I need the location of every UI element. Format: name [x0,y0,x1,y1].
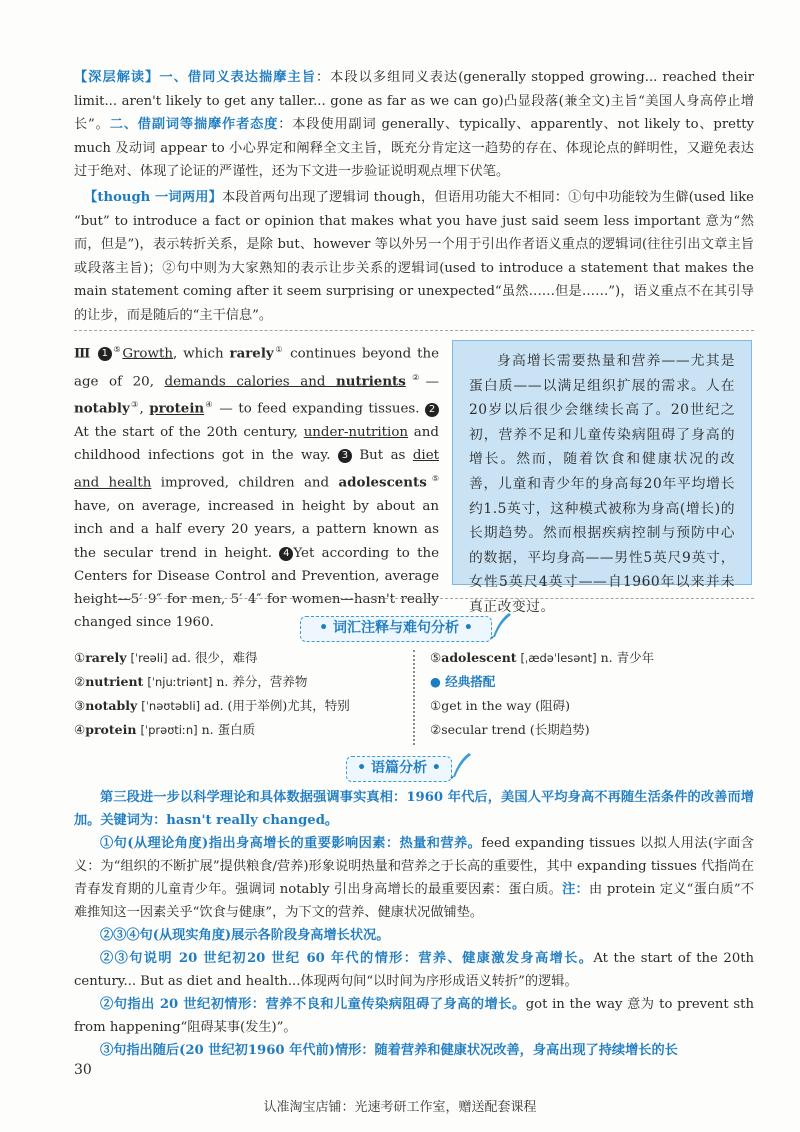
analysis-p5-head: ③句指出随后(20 世纪初1960 年代前)情形：随着营养和健康状况改善，身高出现了持续增长的长 [100,1043,678,1058]
vocab-num: ⑤ [430,650,442,665]
text: Yet according to the Centers for Disease Control and Prevention, average height—5′ 9″ for men, 5′ 4″ for women—hasn't really changed since 1960. [74,545,439,631]
footnote-1: ① [273,345,285,354]
vocab-list-left [74,646,404,742]
collocation-item: ①get in the way (阻碍) [430,698,571,713]
analysis-p3-text: At the start of the 20th century... But as diet and health...体现两句间“以时间为序形成语义转折”的逻辑。 [74,951,754,989]
vocab-phonetic: [ˈreəli] [130,651,168,665]
sentence-3-marker: 3 [338,449,352,463]
vocab-list-right [430,646,750,742]
text: — to feed expanding tissues. [213,401,426,417]
deep-analysis-label: 【深层解读】 [74,70,160,85]
vocab-phonetic: [ˌædəˈlesənt] [520,651,597,665]
analysis-banner [346,756,452,782]
analysis-p4-text: got in the way 意为 to prevent sth from happening“阻碍某事(发生)”。 [74,997,754,1035]
vocab-def: ad. (用于举例)尤其，特别 [200,698,350,713]
analysis-p3-head: ②③句说明 20 世纪初20 世纪 60 年代的情形：营养、健康激发身高增长。 [100,951,594,966]
deep-analysis-paragraph [74,66,754,184]
vocab-num: ③ [74,698,86,713]
collocation-heading: ● 经典搭配 [430,674,496,689]
text: But as [359,448,413,464]
word-nutrients: nutrients [336,373,406,390]
sentence-badge: ⑤ [111,345,123,354]
analysis-p4-head: ②句指出 20 世纪初情形：营养不良和儿童传染病阻碍了身高的增长。 [100,997,526,1012]
vocab-num: ④ [74,722,86,737]
section-divider-bottom [74,598,754,599]
though-paragraph [74,186,754,327]
vocab-item [74,646,404,670]
word-protein: protein [149,400,205,417]
vocab-def: ad. 很少，难得 [167,650,258,665]
vocab-def: n. 养分，营养物 [212,674,308,689]
text: continues beyond the age of 20, [74,346,440,390]
vocab-banner [300,616,492,642]
word-rarely: rarely [229,345,274,362]
though-label: 【though 一词两用】 [84,190,222,205]
analysis-p1-head: ①句(从理论角度)指出身高增长的重要影响因素：热量和营养。 [100,836,482,851]
word-under-nutrition: under-nutrition [303,425,409,441]
sentence-1-marker: 1 [98,347,112,361]
vocab-def: n. 青少年 [596,650,655,665]
word-growth: Growth [122,346,173,362]
word-notably: notably [74,400,130,417]
text: have, on average, increased in height by about an inch and a half every 20 years, a pattern known as the secular trend in height. [74,499,439,561]
vocab-item [74,718,404,742]
text: improved, children and [151,475,339,491]
sentence-2-marker: 2 [425,403,439,417]
vocab-word: rarely [85,650,127,665]
collocation-item: ②secular trend (长期趋势) [430,722,590,737]
vocab-item [74,694,404,718]
footnote-2: ② [405,372,426,382]
vocab-word: protein [85,722,137,737]
deep-analysis-text-2: ：本段使用副词 generally、typically、apparently、not likely to、pretty much 及动词 appear to 小心界定和阐释全文主旨，既充分肯定这一趋势的存在、体现论点的鲜明性，又避免表达过于绝对、体现了论证的严谨性，还为下文进一步验证说明观点埋下伏笔。 [74,117,755,179]
vocab-banner-text: • 词汇注释与难句分析 • [319,620,473,636]
analysis-p2-head: ②③④句(从现实角度)展示各阶段身高增长状况。 [100,928,390,943]
section-divider-top [74,330,754,331]
phrase-diet-health: diet and health [74,448,440,491]
vocab-item [74,670,404,694]
word-adolescents: adolescents [338,474,427,491]
text: , which [172,346,230,362]
dash: — [425,374,439,390]
column-separator [413,650,415,745]
section-3-text: Ⅲ 1 ⑤Growth, which rarely① continues beyond the age of 20, demands calories and nutrients②—notably③, protein④ — to feed expanding tissues. 2 At the start of the 20th century, under-nutrition and childhood infections got in the way. 3 But as diet and health improved, children and adolescents⑤ have, on average, increased in height by about an inch and a half every 20 years, a pattern known as the secular trend in height. 4 Yet according to the Centers for Disease Control and Prevention, average height—5′ 9″ for men, 5′ 4″ for women—hasn't really changed since 1960. [74,345,440,631]
footnote-3: ③ [129,400,140,410]
text-analysis [74,786,754,1062]
text: and childhood infections got in the way. [74,425,439,464]
phrase-demands: demands calories and [164,374,336,390]
analysis-intro: 第三段进一步以科学理论和具体数据强调事实真相：1960 年代后，美国人平均身高不再随生活条件的改善而增加。关键词为：hasn't really changed。 [74,790,754,828]
footnote-4: ④ [204,400,214,410]
deep-analysis-heading-2: 二、借副词等揣摩作者态度 [109,117,279,132]
vocab-num: ① [74,650,86,665]
translation-box [452,340,752,615]
analysis-banner-text: • 语篇分析 • [357,760,441,776]
vocab-phonetic: [ˈprəʊtiːn] [140,723,198,737]
deep-analysis-heading-1: 一、借同义表达揣摩主旨 [159,70,316,85]
analysis-p1-note: 注： [562,882,589,897]
deep-analysis-text-1: ：本段以多组同义表达(generally stopped growing... reached their limit... aren't likely to get any taller... gone as far as we can go)凸显段落(兼全文)主旨“美国人身高停止增长”。 [74,70,755,132]
vocab-num: ② [74,674,86,689]
analysis-p1-note-text: 由 protein 定义“蛋白质”不难推知这一因素关乎“饮食与健康”，为下文的营养、健康状况做铺垫。 [74,882,755,920]
vocab-phonetic: [ˈnjuːtriənt] [147,675,213,689]
footnote-5: ⑤ [426,474,439,484]
vocab-def: n. 蛋白质 [197,722,256,737]
vocab-word: notably [85,698,138,713]
sentence-4-marker: 4 [279,547,293,561]
vocab-word: adolescent [441,650,517,665]
vocab-item [430,646,750,670]
page-number: 30 [74,1062,92,1078]
quill-icon [489,611,513,646]
footer-text: 认准淘宝店铺：光速考研工作室，赠送配套课程 [263,1100,537,1115]
vocab-phonetic: [ˈnəʊtəbli] [141,699,201,713]
though-text: 本段首两句出现了逻辑词 though，但语用功能大不相同：①句中功能较为生僻(used like “but” to introduce a fact or opinion that makes what you have just said seem less important 意为“然而，但是”)，表示转折关系，是除 but、however 等以外另一个用于引出作者语义重点的逻辑词(往往引出文章主旨或段落主旨)；②句中则为大家熟知的表示让步关系的逻辑词(used to introduce a statement that makes the main statement coming after it seem surprising or unexpected“虽然……但是……”)，语义重点不在其引导的让步，而是随后的“主干信息”。 [74,190,754,323]
quill-icon [449,751,473,786]
vocab-word: nutrient [85,674,144,689]
text: At the start of the 20th century, [74,425,304,441]
analysis-p1-text: feed expanding tissues 以拟人用法(字面含义：为“组织的不断扩展”提供粮食/营养)形象说明热量和营养之于长高的重要性，其中 expanding tissues 代指尚在青春发育期的儿童青少年。强调词 notably 引出身高增长的最重要因素：蛋白质。 [74,836,754,897]
translation-text: 身高增长需要热量和营养——尤其是蛋白质——以满足组织扩展的需求。人在20岁以后很少会继续长高了。20世纪之初，营养不足和儿童传染病阻碍了身高的增长。然而，随着饮食和健康状况的改善，儿童和青少年的身高每20年平均增长约1.5英寸，这种模式被称为身高(增长)的长期趋势。然而根据疾病控制与预防中心的数据，平均身高——男性5英尺9英寸，女性5英尺4英寸——自1960年以来并未真正改变过。 [469,353,735,615]
section-roman: Ⅲ [74,345,92,362]
